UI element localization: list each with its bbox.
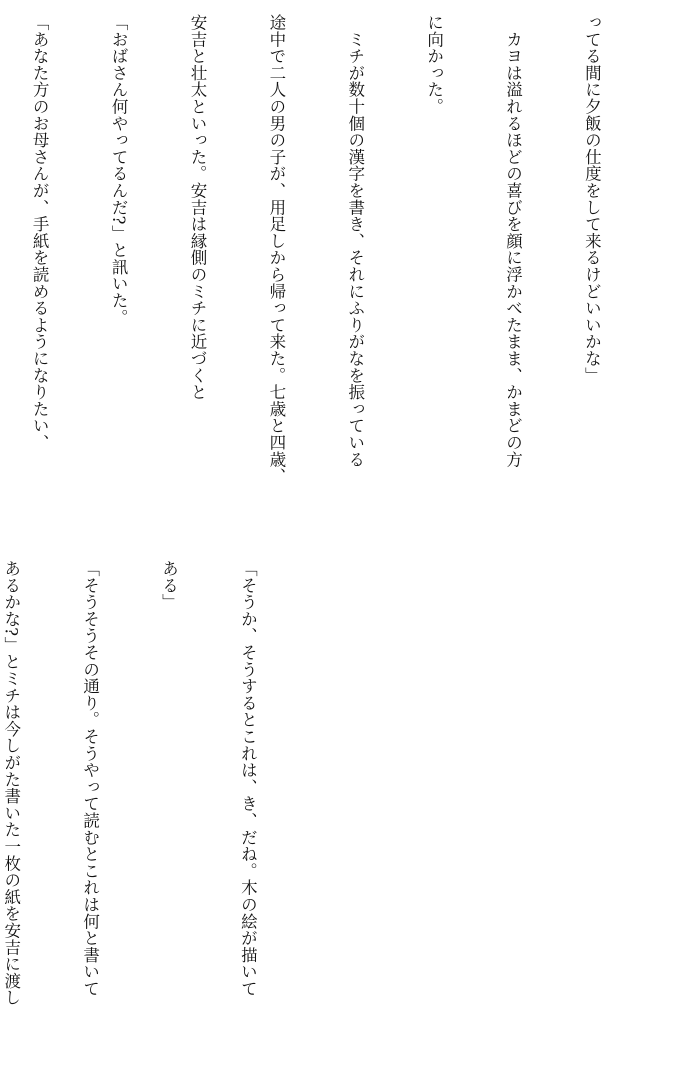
text-line: ってる間に夕飯の仕度をして来るけどいいかな」 (582, 14, 602, 384)
text-line: に向かった。 (424, 14, 444, 115)
upper-text-block (0, 14, 657, 544)
text-line: あるかな?」とミチは今しがた書いた一枚の紙を安吉に渡し (1, 560, 21, 1006)
text-line: 途中で二人の男の子が、用足しから帰って来た。七歳と四歳、 (266, 14, 286, 485)
text-line: ある」 (159, 560, 179, 611)
lower-text-block (0, 560, 313, 1060)
text-line: 「おばさん何やってるんだ?」と訊いた。 (109, 14, 129, 326)
text-line: カヨは溢れるほどの喜びを顔に浮かべたまま、かまどの方 (503, 14, 523, 468)
text-line: 安吉と壮太といった。安吉は縁側のミチに近づくと (187, 14, 207, 401)
text-line: 「あなた方のお母さんが、手紙を読めるようになりたい、 (30, 14, 50, 451)
text-line: 「そうそうその通り。そうやって読むとこれは何と書いて (80, 560, 100, 997)
text-line: ミチが数十個の漢字を書き、それにふりがなを振っている (345, 14, 365, 468)
text-line: 「そうか、そうするとこれは、き、だね。木の絵が描いて (238, 560, 258, 997)
